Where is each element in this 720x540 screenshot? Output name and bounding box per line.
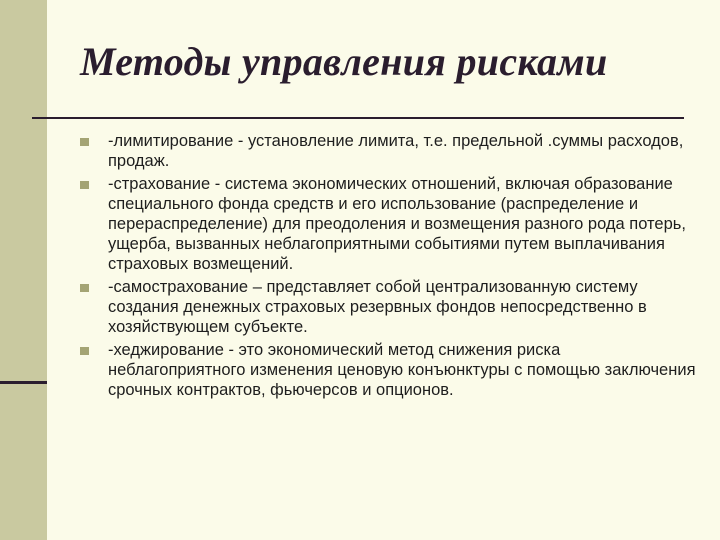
side-decor-band [0,0,47,540]
title-divider [32,117,684,119]
square-bullet-icon [80,181,89,189]
bullet-text: представляет собой централизованную систему создания денежных страховых резервных фондов непосредственно в хозяйствующем субъекте. [108,278,647,336]
bullet-text: - это экономический метод снижения риска неблагоприятного изменения ценовую конъюнктуры с помощью заключения срочных контрактов, фьючерсов и опционов. [108,341,696,399]
bullet-item-self-insurance [80,277,700,337]
bullet-term: -лимитирование [108,132,234,150]
bullet-item-hedging [80,340,700,400]
square-bullet-icon [80,347,89,355]
bullet-text: - система экономических отношений, включая образование специального фонда средств и его использование (распределение и перераспределение) для преодоления и возмещения разного рода потерь, ущерба, вызванных неблагоприятными событиями путем выплачивания страховых возмещений. [108,175,686,273]
bullet-term: -хеджирование [108,341,224,359]
side-decor-line [0,381,47,384]
bullet-term: -самострахование – [108,278,262,296]
bullet-term: -страхование [108,175,211,193]
bullet-text: - установление лимита, т.е. предельной .суммы расходов, продаж. [108,132,684,170]
square-bullet-icon [80,284,89,292]
slide-title: Методы управления рисками [80,39,608,84]
bullet-list [80,131,700,403]
bullet-item-limiting [80,131,700,171]
bullet-item-insurance [80,174,700,274]
square-bullet-icon [80,138,89,146]
